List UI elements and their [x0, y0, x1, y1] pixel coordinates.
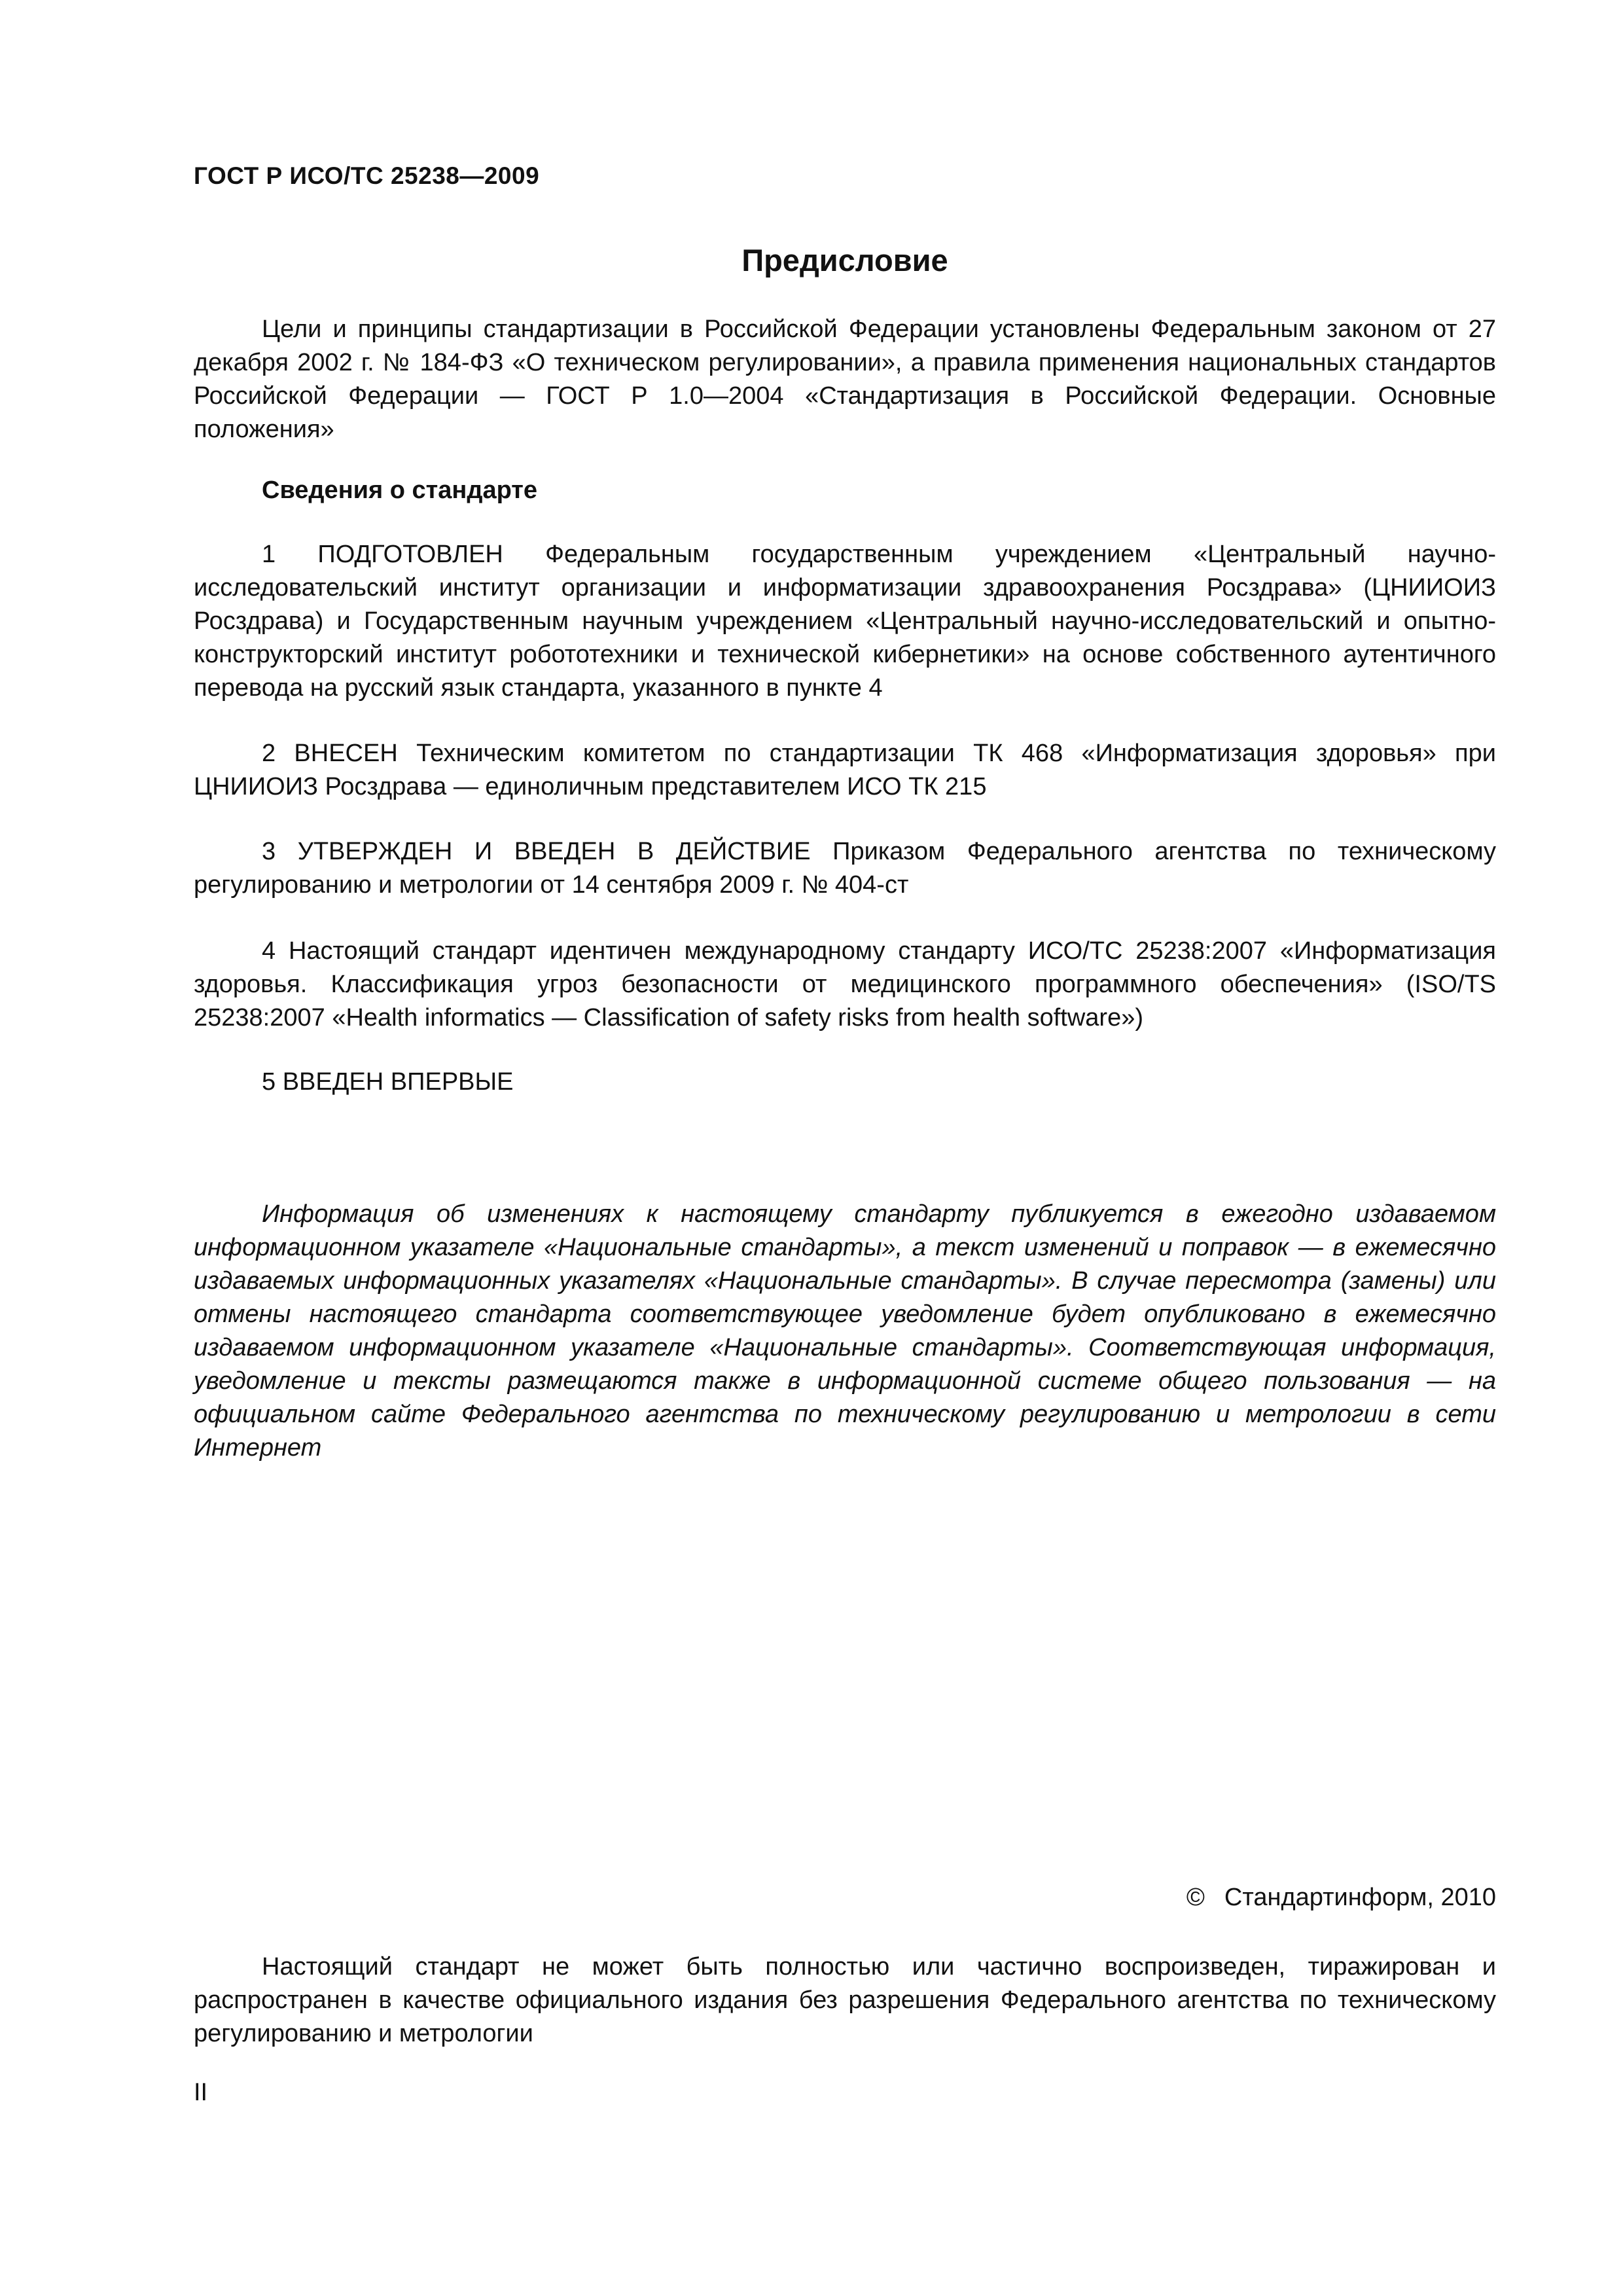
standard-code-header: ГОСТ Р ИСО/ТС 25238—2009	[194, 162, 540, 189]
copyright-line	[1186, 1884, 1496, 1912]
item-1-prepared: 1 ПОДГОТОВЛЕН Федеральным государственным учреждением «Центральный научно-исследовательский институт организации и информатизации здравоохранения Росздрава» (ЦНИИОИЗ Росздрава) и Государственным научным учреждением «Центральный научно-исследовательский и опытно-конструкторский институт робототехники и технической кибернетики» на основе собственного аутентичного перевода на русский язык стандарта, указанного в пункте 4	[194, 541, 1496, 702]
page-number: II	[194, 2079, 208, 2106]
reproduction-notice: Настоящий стандарт не может быть полностью или частично воспроизведен, тиражирован и распространен в качестве официального издания без разрешения Федерального агентства по техническому регулированию и метрологии	[194, 1953, 1496, 2047]
intro-paragraph: Цели и принципы стандартизации в Российской Федерации установлены Федеральным законом от 27 декабря 2002 г. № 184-ФЗ «О техническом регулировании», а правила применения национальных стандартов Российской Федерации — ГОСТ Р 1.0—2004 «Стандартизация в Российской Федерации. Основные положения»	[194, 315, 1496, 443]
page-title: Предисловие	[741, 243, 948, 278]
item-3-approved: 3 УТВЕРЖДЕН И ВВЕДЕН В ДЕЙСТВИЕ Приказом Федерального агентства по техническому регулированию и метрологии от 14 сентября 2009 г. № 404-ст	[194, 838, 1496, 899]
item-5-first-introduced: 5 ВВЕДЕН ВПЕРВЫЕ	[262, 1068, 514, 1096]
item-2-submitted: 2 ВНЕСЕН Техническим комитетом по стандартизации ТК 468 «Информатизация здоровья» при ЦНИИОИЗ Росздрава — единоличным представителем ИСО ТК 215	[194, 740, 1496, 800]
copyright-text: Стандартинформ, 2010	[1224, 1884, 1496, 1911]
changes-notice: Информация об изменениях к настоящему стандарту публикуется в ежегодно издаваемом информационном указателе «Национальные стандарты», а текст изменений и поправок — в ежемесячно издаваемых информационных указателях «Национальные стандарты». В случае пересмотра (замены) или отмены настоящего стандарта соответствующее уведомление будет опубликовано в ежемесячно издаваемом информационном указателе «Национальные стандарты». Соответствующая информация, уведомление и тексты размещаются также в информационной системе общего пользования — на официальном сайте Федерального агентства по техническому регулированию и метрологии в сети Интернет	[194, 1200, 1496, 1462]
item-4-identical: 4 Настоящий стандарт идентичен международному стандарту ИСО/ТС 25238:2007 «Информатизация здоровья. Классификация угроз безопасности от медицинского программного обеспечения» (ISO/TS 25238:2007 «Health informatics — Classification of safety risks from health software»)	[194, 937, 1496, 1031]
copyright-icon: ©	[1186, 1884, 1205, 1911]
info-heading: Сведения о стандарте	[262, 476, 538, 504]
